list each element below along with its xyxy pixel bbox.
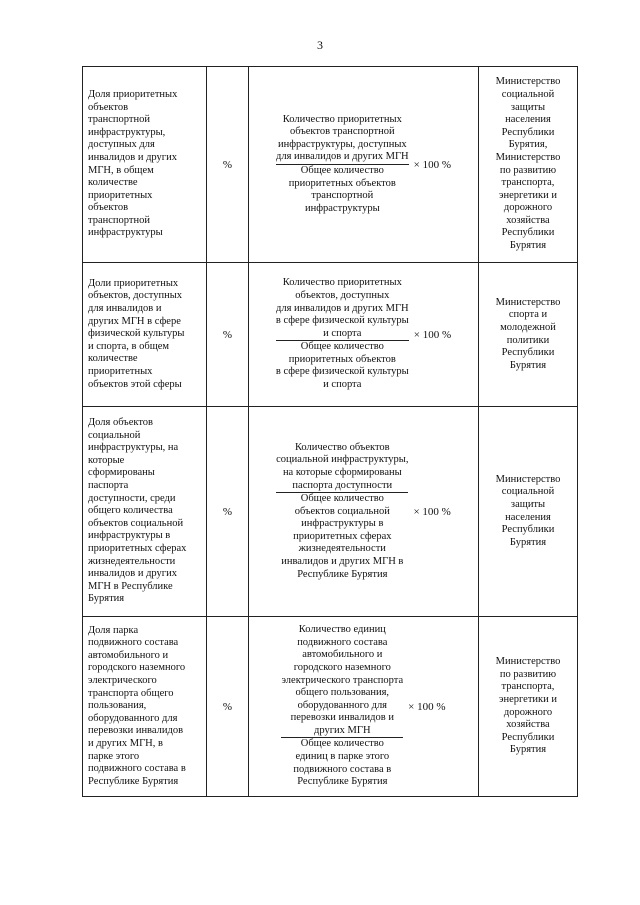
ministry-line: Бурятия (509, 240, 547, 252)
indicator-line: количестве (88, 353, 138, 365)
indicator-cell (83, 617, 207, 797)
indicator-line: городского наземного (88, 662, 186, 674)
denominator (281, 738, 403, 788)
numerator-line: инфраструктуры, доступных (277, 138, 407, 150)
numerator-line: объектов, доступных (295, 289, 390, 301)
formula (253, 624, 474, 789)
numerator-line: Количество единиц (298, 624, 386, 636)
numerator-line: подвижного состава (297, 636, 388, 648)
unit-cell: % (207, 617, 249, 797)
numerator-line: электрического транспорта (281, 674, 404, 686)
numerator (281, 624, 403, 737)
formula-cell (249, 263, 479, 407)
indicator-line: для инвалидов и (88, 303, 162, 315)
ministry-line: Бурятия (509, 359, 547, 371)
table-row (83, 67, 578, 263)
indicator-line: доступных для (88, 139, 155, 151)
indicator-cell (83, 67, 207, 263)
indicator-line: Республике Бурятия (88, 775, 179, 787)
unit-cell: % (207, 67, 249, 263)
fraction (276, 277, 409, 391)
ministry-line: Республики (501, 731, 555, 743)
ministry-line: по развитию (499, 668, 557, 680)
numerator-line: автомобильного и (302, 649, 383, 661)
ministry-line: хозяйства (506, 719, 550, 731)
denominator-line: транспортной (311, 190, 374, 202)
indicator-line: жизнедеятельности (88, 555, 176, 567)
multiplier: × 100 % (408, 700, 446, 713)
indicator-line: автомобильного и (88, 649, 169, 661)
table-row (83, 407, 578, 617)
indicator-line: приоритетных сферах (88, 542, 187, 554)
indicator-line: приоритетных (88, 365, 153, 377)
indicator-line: объектов этой сферы (88, 378, 182, 390)
ministry-cell (479, 263, 578, 407)
table-row (83, 617, 578, 797)
indicator-line: МГН в Республике (88, 580, 173, 592)
denominator-line: приоритетных объектов (288, 353, 396, 365)
formula-cell (249, 67, 479, 263)
indicator-line: транспортной (88, 214, 150, 226)
indicator-line: Бурятия (88, 593, 125, 605)
ministry-line: спорта и (508, 309, 548, 321)
ministry-line: населения (505, 511, 551, 523)
indicator-line: инфраструктуры в (88, 530, 171, 542)
ministry-line: Республики (501, 126, 555, 138)
numerator-line: на которые сформированы (282, 466, 402, 478)
indicator-line: сформированы (88, 467, 155, 479)
indicator-line: общего количества (88, 505, 173, 517)
indicator-line: инфраструктуры, на (88, 442, 179, 454)
denominator-line: подвижного состава в (293, 763, 392, 775)
indicators-table (82, 66, 578, 797)
ministry-line: защиты (510, 101, 546, 113)
numerator-line: оборудованного для (297, 699, 388, 711)
ministry-cell (479, 67, 578, 263)
multiplier: × 100 % (413, 505, 451, 518)
ministry-line: Республики (501, 524, 555, 536)
denominator-line: Общее количество (300, 341, 384, 353)
indicator-line: доступности, среди (88, 492, 176, 504)
fraction (281, 624, 403, 789)
denominator (276, 341, 409, 391)
indicator-line: физической культуры (88, 328, 185, 340)
indicator-line: объектов (88, 202, 129, 214)
numerator-line: для инвалидов и других МГН (276, 302, 409, 314)
indicator-line: Доля объектов (88, 417, 154, 429)
ministry-line: политики (506, 334, 550, 346)
indicator-line: транспорта общего (88, 687, 174, 699)
ministry-line: транспорта, (501, 681, 555, 693)
indicator-line: инвалидов и других (88, 151, 177, 163)
page-number: 3 (317, 38, 323, 52)
indicator-line: Доля парка (88, 624, 139, 636)
ministry-line: дорожного (503, 706, 553, 718)
numerator-line: других МГН (314, 724, 371, 736)
indicator-line: инфраструктуры (88, 227, 163, 239)
numerator-line: в сфере физической культуры (275, 315, 409, 327)
numerator-line: перевозки инвалидов и (290, 712, 394, 724)
ministry-line: Республики (501, 227, 555, 239)
denominator-line: Общее количество (300, 738, 384, 750)
ministry-line: энергетики и (498, 693, 558, 705)
indicator-line: социальной (88, 429, 141, 441)
numerator (276, 442, 408, 492)
denominator-line: Республике Бурятия (297, 568, 388, 580)
indicator-line: подвижного состава в (88, 763, 186, 775)
indicator-line: пользования, (88, 700, 147, 712)
denominator-line: инфраструктуры в (301, 518, 384, 530)
fraction (276, 442, 408, 582)
ministry-line: Бурятия (509, 744, 547, 756)
denominator (276, 493, 408, 581)
ministry-cell (479, 407, 578, 617)
ministry-line: населения (505, 114, 551, 126)
ministry-line: социальной (501, 88, 555, 100)
denominator-line: объектов социальной (294, 505, 390, 517)
ministry-cell (479, 617, 578, 797)
formula (253, 114, 474, 216)
indicator-line: объектов социальной (88, 517, 184, 529)
indicator-line: подвижного состава (88, 637, 179, 649)
indicator-cell (83, 263, 207, 407)
indicator-line: и спорта, в общем (88, 340, 170, 352)
numerator-line: социальной инфраструктуры, (276, 454, 409, 466)
ministry-line: Министерство (495, 656, 561, 668)
indicator-line: оборудованного для (88, 712, 178, 724)
ministry-line: Министерство (495, 76, 561, 88)
indicator-line: МГН, в общем (88, 164, 154, 176)
formula (253, 277, 474, 391)
numerator-line: и спорта (323, 327, 362, 339)
ministry-line: хозяйства (506, 214, 550, 226)
indicator-line: Доля приоритетных (88, 88, 178, 100)
indicator-line: перевозки инвалидов (88, 725, 184, 737)
formula-cell (249, 617, 479, 797)
denominator-line: в сфере физической культуры (275, 366, 409, 378)
denominator-line: Республике Бурятия (297, 776, 388, 788)
numerator (276, 277, 409, 340)
indicator-line: которые (88, 454, 125, 466)
numerator-line: паспорта доступности (292, 479, 393, 491)
indicator-line: инфраструктуры, (88, 126, 166, 138)
ministry-line: Бурятия (509, 536, 547, 548)
numerator-line: Количество объектов (294, 441, 390, 453)
indicator-line: парке этого (88, 750, 140, 762)
numerator-line: объектов транспортной (289, 126, 395, 138)
indicator-line: паспорта (88, 480, 129, 492)
indicator-line: количестве (88, 177, 138, 189)
formula (253, 442, 474, 582)
indicator-line: Доли приоритетных (88, 277, 179, 289)
ministry-line: дорожного (503, 202, 553, 214)
numerator-line: Количество приоритетных (282, 113, 402, 125)
denominator-line: инвалидов и других МГН в (281, 556, 404, 568)
indicator-line: объектов (88, 101, 129, 113)
denominator-line: Общее количество (300, 165, 384, 176)
denominator-line: жизнедеятельности (298, 543, 386, 555)
ministry-line: Республики (501, 347, 555, 359)
ministry-line: по развитию (499, 164, 557, 176)
indicator-line: приоритетных (88, 189, 153, 201)
numerator-line: городского наземного (293, 661, 391, 673)
ministry-line: молодежной (500, 321, 556, 333)
table-row (83, 263, 578, 407)
ministry-line: Министерство (495, 296, 561, 308)
denominator-line: приоритетных сферах (293, 530, 392, 542)
numerator-line: общего пользования, (295, 687, 390, 699)
denominator-line: Общее количество (300, 493, 384, 505)
indicator-line: и других МГН, в (88, 737, 163, 749)
denominator-line: и спорта (323, 379, 362, 391)
ministry-line: Министерство (495, 473, 561, 485)
multiplier: × 100 % (413, 328, 452, 341)
indicator-line: инвалидов и других (88, 568, 177, 580)
ministry-line: энергетики и (498, 189, 558, 201)
unit-cell: % (207, 263, 249, 407)
indicator-line: других МГН в сфере (88, 315, 181, 327)
indicator-line: объектов, доступных (88, 290, 183, 302)
ministry-line: транспорта, (501, 177, 555, 189)
formula-cell (249, 407, 479, 617)
numerator-line: для инвалидов и других МГН (276, 151, 409, 163)
indicator-line: транспортной (88, 114, 150, 126)
ministry-line: Министерство (495, 151, 561, 163)
unit-cell: % (207, 407, 249, 617)
denominator (276, 165, 409, 215)
denominator-line: единиц в парке этого (295, 751, 390, 763)
multiplier: × 100 % (413, 158, 451, 171)
ministry-line: социальной (501, 486, 555, 498)
numerator (276, 114, 409, 164)
denominator-line: приоритетных объектов (288, 177, 396, 189)
denominator-line: инфраструктуры (304, 202, 380, 214)
ministry-line: защиты (510, 498, 546, 510)
numerator-line: Количество приоритетных (282, 277, 402, 289)
indicator-line: электрического (88, 675, 157, 687)
fraction (276, 114, 409, 216)
indicator-cell (83, 407, 207, 617)
ministry-line: Бурятия, (508, 139, 548, 151)
